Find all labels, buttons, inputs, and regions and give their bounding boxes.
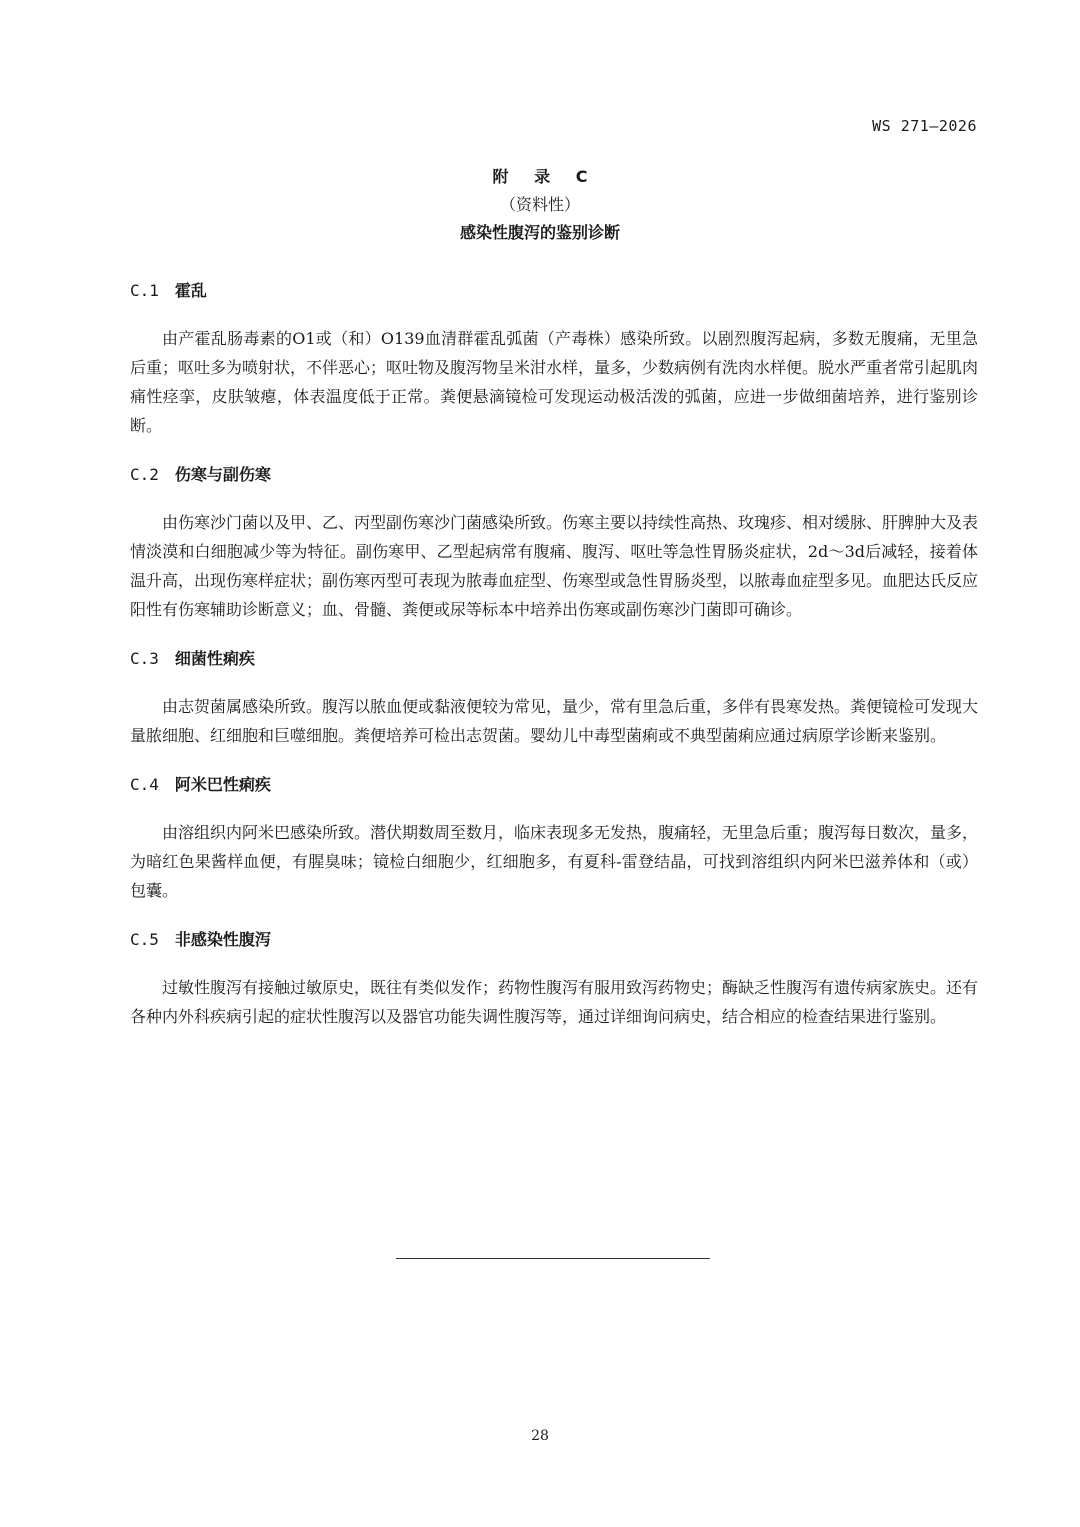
section-number: C.4 — [130, 775, 159, 794]
section-paragraph: 过敏性腹泻有接触过敏原史，既往有类似发作；药物性腹泻有服用致泻药物史；酶缺乏性腹泻有遗传病家族史。还有各种内外科疾病引起的症状性腹泻以及器官功能失调性腹泻等，通过详细询问病史，结合相应的检查结果进行鉴别。 — [130, 978, 979, 1026]
appendix-type: （资料性） — [499, 195, 580, 214]
section-heading — [130, 462, 978, 488]
appendix-heading — [0, 163, 1080, 247]
section-c5 — [130, 927, 978, 1031]
section-title: 细菌性痢疾 — [174, 649, 255, 668]
section-c4 — [130, 772, 978, 905]
section-c2 — [130, 462, 978, 624]
section-number: C.5 — [130, 930, 159, 949]
section-c3 — [130, 646, 978, 750]
section-title: 霍乱 — [174, 281, 207, 300]
end-of-appendix-rule — [396, 1258, 710, 1259]
section-title: 非感染性腹泻 — [174, 930, 271, 949]
page-number: 28 — [531, 1428, 549, 1444]
section-number: C.3 — [130, 649, 159, 668]
appendix-body — [130, 278, 978, 1053]
section-heading — [130, 278, 978, 304]
section-title: 阿米巴性痢疾 — [174, 775, 271, 794]
section-paragraph: 由溶组织内阿米巴感染所致。潜伏期数周至数月，临床表现多无发热，腹痛轻，无里急后重；腹泻每日数次，量多，为暗红色果酱样血便，有腥臭味；镜检白细胞少，红细胞多，有夏科-雷登结晶，可找到溶组织内阿米巴滋养体和（或）包囊。 — [130, 823, 979, 900]
section-heading — [130, 646, 978, 672]
section-heading — [130, 772, 978, 798]
section-paragraph: 由伤寒沙门菌以及甲、乙、丙型副伤寒沙门菌感染所致。伤寒主要以持续性高热、玫瑰疹、相对缓脉、肝脾肿大及表情淡漠和白细胞减少等为特征。副伤寒甲、乙型起病常有腹痛、腹泻、呕吐等急性胃肠炎症状，2d～3d后减轻，接着体温升高，出现伤寒样症状；副伤寒丙型可表现为脓毒血症型、伤寒型或急性胃肠炎型，以脓毒血症型多见。血肥达氏反应阳性有伤寒辅助诊断意义；血、骨髓、粪便或尿等标本中培养出伤寒或副伤寒沙门菌即可确诊。 — [130, 513, 979, 619]
section-paragraph: 由志贺菌属感染所致。腹泻以脓血便或黏液便较为常见，量少，常有里急后重，多伴有畏寒发热。粪便镜检可发现大量脓细胞、红细胞和巨噬细胞。粪便培养可检出志贺菌。婴幼儿中毒型菌痢或不典型菌痢应通过病原学诊断来鉴别。 — [130, 697, 979, 745]
section-number: C.1 — [130, 281, 159, 300]
appendix-title: 附 录 C — [492, 167, 598, 186]
section-heading — [130, 927, 978, 953]
appendix-subject: 感染性腹泻的鉴别诊断 — [459, 223, 620, 242]
section-number: C.2 — [130, 465, 159, 484]
standard-code: WS 271—2026 — [872, 117, 977, 135]
section-c1 — [130, 278, 978, 440]
section-title: 伤寒与副伤寒 — [174, 465, 271, 484]
section-paragraph: 由产霍乱肠毒素的O1或（和）O139血清群霍乱弧菌（产毒株）感染所致。以剧烈腹泻起病，多数无腹痛，无里急后重；呕吐多为喷射状，不伴恶心；呕吐物及腹泻物呈米泔水样，量多，少数病例有洗肉水样便。脱水严重者常引起肌肉痛性痉挛，皮肤皱瘪，体表温度低于正常。粪便悬滴镜检可发现运动极活泼的弧菌，应进一步做细菌培养，进行鉴别诊断。 — [130, 329, 979, 435]
